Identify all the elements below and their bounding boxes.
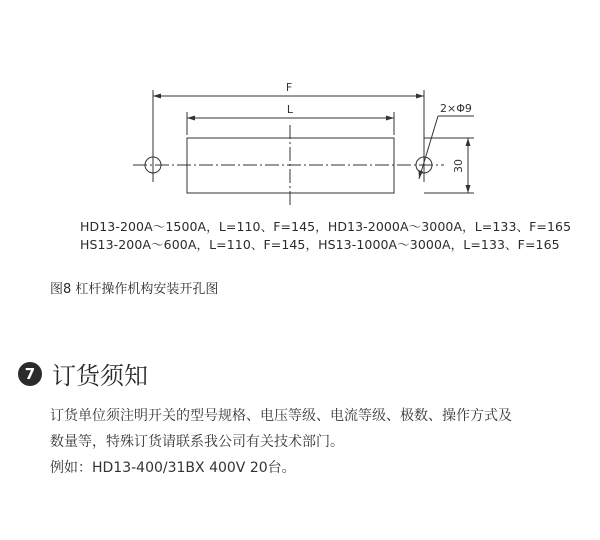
section-title: 订货须知	[52, 362, 148, 390]
order-example: 例如：HD13-400/31BX 400V 20台。	[50, 460, 296, 476]
order-text-line-1: 订货单位须注明开关的型号规格、电压等级、电流等级、极数、操作方式及	[50, 408, 512, 424]
dim-f-label: F	[285, 81, 293, 94]
order-text-line-2: 数量等，特殊订货请联系我公司有关技术部门。	[50, 434, 344, 450]
spec-line-hd13: HD13-200A～1500A，L=110、F=145，HD13-2000A～3000A，L=133、F=165	[80, 219, 572, 234]
section-number-badge: 7	[18, 362, 42, 386]
hole-leader	[419, 116, 438, 179]
spec-line-hs13: HS13-200A～600A，L=110、F=145，HS13-1000A～3000A，L=133、F=165	[80, 237, 560, 252]
hole-spec-label: 2×Φ9	[440, 102, 472, 115]
figure-caption: 图8 杠杆操作机构安装开孔图	[50, 282, 219, 297]
dim-l-label: L	[286, 103, 294, 116]
dim-height-label: 30	[452, 159, 465, 173]
section-heading	[18, 356, 148, 391]
